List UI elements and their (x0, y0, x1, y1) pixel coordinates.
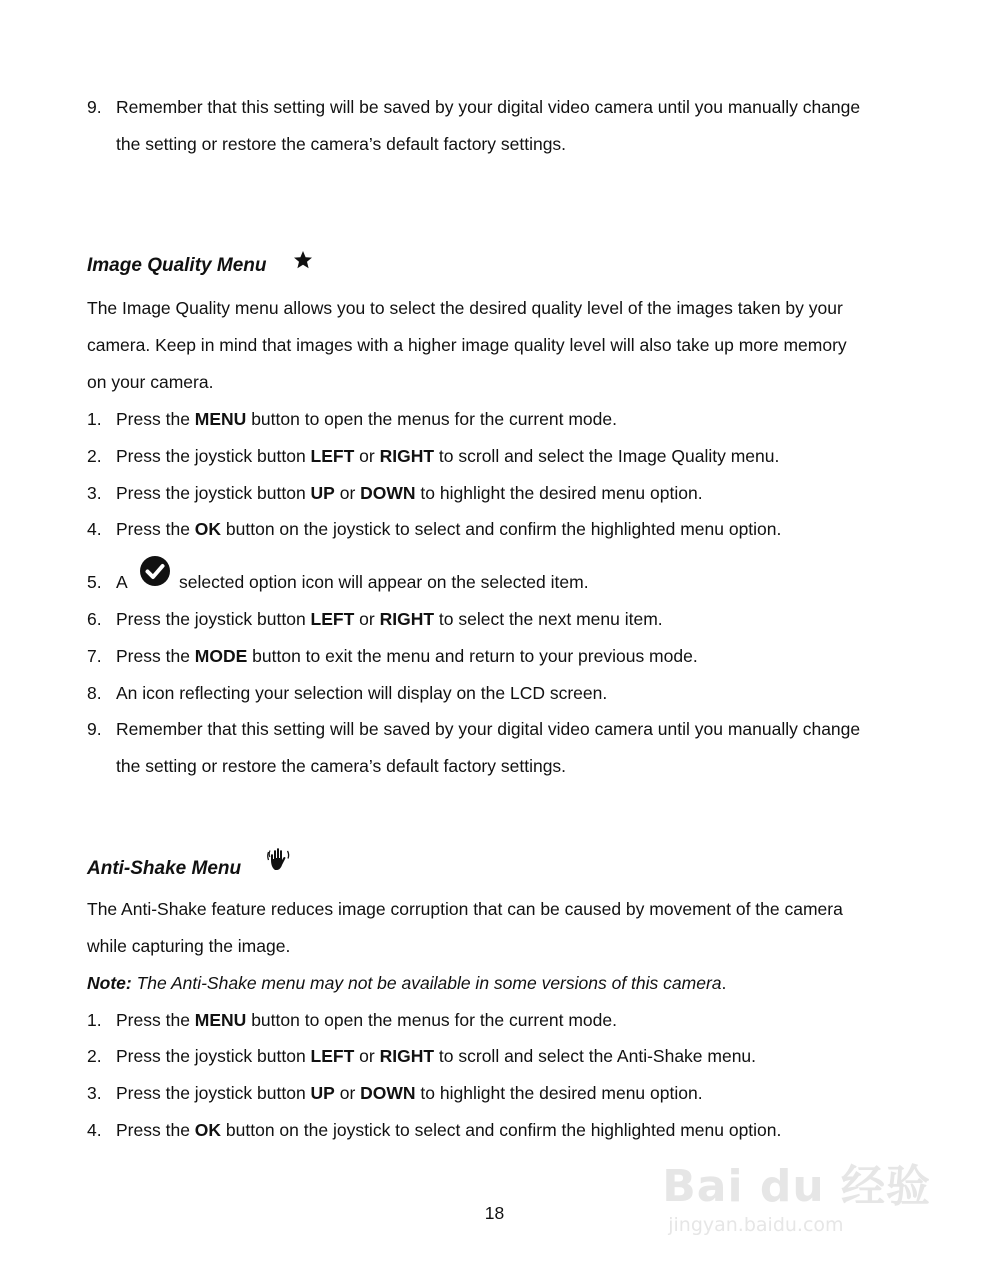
list-item-text: Press the joystick button UP or DOWN to highlight the desired menu option. (116, 1083, 703, 1103)
star-icon (293, 250, 313, 270)
list-number: 5. (87, 572, 102, 592)
list-number: 8. (87, 683, 102, 703)
list-number: 3. (87, 1083, 102, 1103)
section-title: Anti-Shake Menu (87, 858, 242, 879)
list-number: 9. (87, 719, 102, 739)
list-item-text: the setting or restore the camera’s default factory settings. (116, 756, 567, 776)
checkmark-circle-icon (139, 555, 171, 587)
list-number: 2. (87, 1046, 102, 1066)
list-item-text: Remember that this setting will be saved by your digital video camera until you manually change (116, 97, 861, 117)
list-item-text: Press the MODE button to exit the menu and return to your previous mode. (116, 646, 698, 666)
list-number: 9. (87, 97, 102, 117)
list-item-text: Press the OK button on the joystick to select and confirm the highlighted menu option. (116, 1120, 782, 1140)
list-item-text: A (116, 572, 128, 592)
list-number: 1. (87, 409, 102, 429)
list-number: 3. (87, 483, 102, 503)
list-number: 4. (87, 1120, 102, 1140)
note-label: Note: (87, 973, 132, 993)
list-item-text: Press the joystick button LEFT or RIGHT to scroll and select the Anti-Shake menu. (116, 1046, 757, 1066)
list-item-text: Press the MENU button to open the menus for the current mode. (116, 1010, 617, 1030)
list-number: 7. (87, 646, 102, 666)
list-item-text: Press the joystick button LEFT or RIGHT to scroll and select the Image Quality menu. (116, 446, 780, 466)
list-item-text: the setting or restore the camera’s default factory settings. (116, 134, 567, 154)
list-number: 4. (87, 519, 102, 539)
watermark-brand: Bai du 经验 (662, 1161, 931, 1212)
list-item-text: selected option icon will appear on the selected item. (179, 572, 589, 592)
list-number: 6. (87, 609, 102, 629)
paragraph-line: The Image Quality menu allows you to select the desired quality level of the images taken by your (87, 298, 843, 318)
page-number: 18 (484, 1203, 505, 1223)
shaking-hand-icon (266, 846, 292, 872)
note-line: Note: The Anti-Shake menu may not be available in some versions of this camera. (87, 973, 727, 993)
paragraph-line: The Anti-Shake feature reduces image corruption that can be caused by movement of the camera (87, 899, 843, 919)
list-item-text: Press the MENU button to open the menus for the current mode. (116, 409, 617, 429)
list-item-text: Remember that this setting will be saved by your digital video camera until you manually change (116, 719, 861, 739)
section-title: Image Quality Menu (87, 255, 267, 276)
list-number: 2. (87, 446, 102, 466)
paragraph-line: while capturing the image. (87, 936, 291, 956)
list-number: 1. (87, 1010, 102, 1030)
watermark-url: jingyan.baidu.com (668, 1214, 844, 1236)
list-item-text: Press the joystick button LEFT or RIGHT to select the next menu item. (116, 609, 663, 629)
paragraph-line: on your camera. (87, 372, 214, 392)
list-item-text: Press the OK button on the joystick to select and confirm the highlighted menu option. (116, 519, 782, 539)
list-item-text: An icon reflecting your selection will display on the LCD screen. (116, 683, 608, 703)
paragraph-line: camera. Keep in mind that images with a higher image quality level will also take up more memory (87, 335, 847, 355)
list-item-text: Press the joystick button UP or DOWN to highlight the desired menu option. (116, 483, 703, 503)
